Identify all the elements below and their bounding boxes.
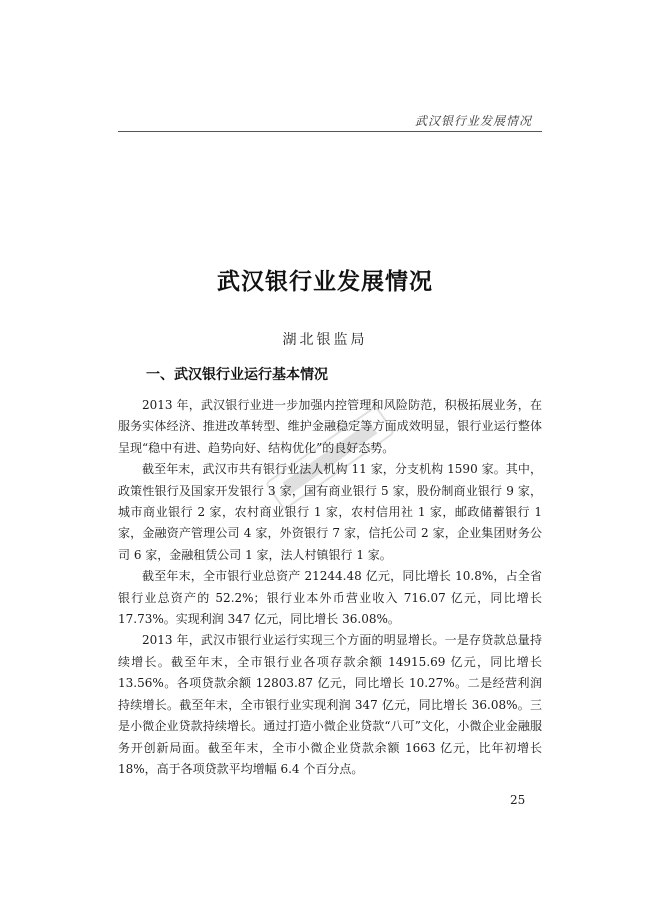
body-text [118,395,542,780]
author-line: 湖北银监局 [282,332,368,348]
page-number: 25 [510,793,526,807]
running-header-title: 武汉银行业发展情况 [414,114,532,128]
document-title: 武汉银行业发展情况 [217,268,433,295]
header-divider [118,131,542,132]
paragraph-4: 2013 年，武汉市银行业运行实现三个方面的明显增长。一是存贷款总量持续增长。截至年末，全市银行业各项存款余额 14915.69 亿元，同比增长 13.56%。各项贷款余额 12803.87 亿元，同比增长 10.27%。二是经营利润持续增长。截至年末，全市银行业实现利润 347 亿元，同比增长 36.08%。三是小微企业贷款持续增长。通过打造小微企业贷款“八可”文化，小微企业金融服务开创新局面。截至年末，全市小微企业贷款余额 1663 亿元，比年初增长 18%，高于各项贷款平均增幅 6.4 个百分点。 [118,633,542,776]
paragraph-3: 截至年末，全市银行业总资产 21244.48 亿元，同比增长 10.8%，占全省银行业总资产的 52.2%；银行业本外币营业收入 716.07 亿元，同比增长 17.73%。实现利润 347 亿元，同比增长 36.08%。 [118,569,542,627]
section-heading: 一、武汉银行业运行基本情况 [146,367,328,383]
paragraph-1: 2013 年，武汉银行业进一步加强内控管理和风险防范，积极拓展业务，在服务实体经济、推进改革转型、维护金融稳定等方面成效明显，银行业运行整体呈现“稳中有进、趋势向好、结构优化”的良好态势。 [118,398,542,455]
paragraph-2: 截至年末，武汉市共有银行业法人机构 11 家，分支机构 1590 家。其中，政策性银行及国家开发银行 3 家，国有商业银行 5 家，股份制商业银行 9 家，城市商业银行 2 家，农村商业银行 1 家，农村信用社 1 家，邮政储蓄银行 1 家，金融资产管理公司 4 家，外资银行 7 家，信托公司 2 家，企业集团财务公司 6 家，金融租赁公司 1 家，法人村镇银行 1 家。 [118,462,542,562]
